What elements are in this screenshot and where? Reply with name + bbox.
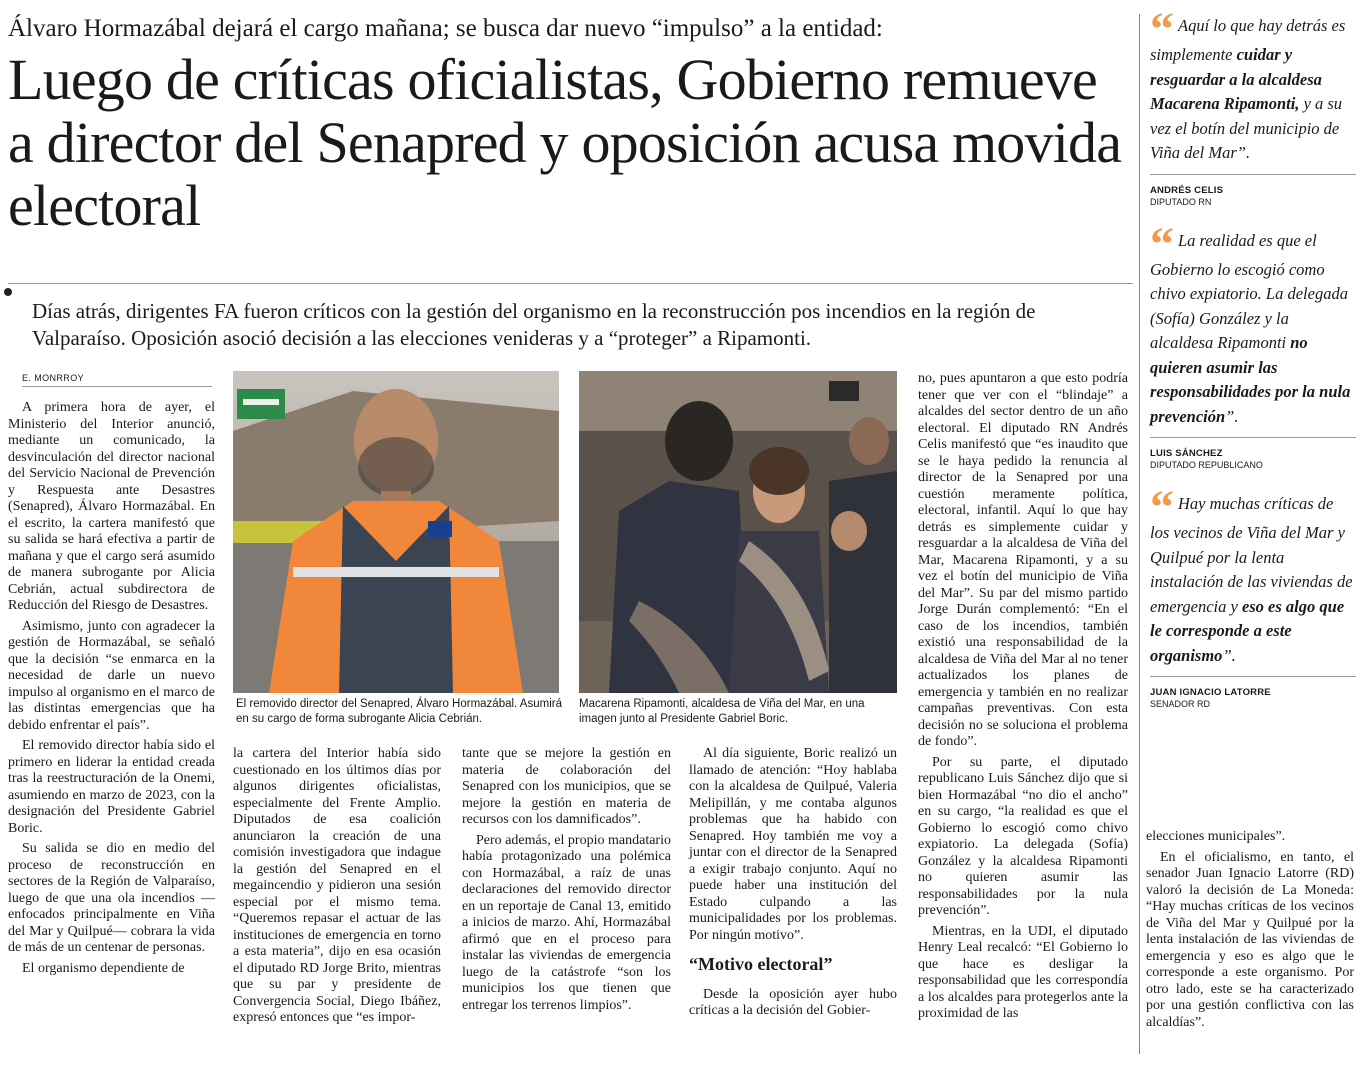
subhead-motivo-electoral: “Motivo electoral” xyxy=(689,954,833,974)
quote-text xyxy=(1150,3,1356,166)
sidebar-divider xyxy=(1139,14,1140,1054)
photo-ripamonti-boric xyxy=(579,371,897,693)
quote-text-part: y a su vez el botín del municipio de Viña del Mar”. xyxy=(1150,94,1343,162)
quote-mark-icon: “ xyxy=(1150,217,1174,271)
quote-rule xyxy=(1150,174,1356,175)
quotes-sidebar xyxy=(1150,3,1356,709)
paragraph: elecciones municipales”. xyxy=(1146,829,1286,844)
column-3 xyxy=(462,746,671,1018)
paragraph: El organismo dependiente de xyxy=(22,960,185,976)
quote-text-part: La realidad es que el Gobierno lo escogió como chivo expiatorio. La delegada (Sofía) González y la alcaldesa Ripamonti xyxy=(1150,230,1348,352)
photo-ripamonti-boric-image xyxy=(579,371,897,693)
lead-paragraph: Días atrás, dirigentes FA fueron críticos con la gestión del organismo en la reconstrucción pos incendios en la región de Valparaíso. Oposición asoció decisión a las elecciones venideras y a “proteger” a Ripamonti. xyxy=(32,299,1036,350)
quote-mark-icon: “ xyxy=(1150,481,1174,534)
column-1 xyxy=(8,400,215,981)
photo-hormazabal xyxy=(233,371,559,693)
paragraph: Desde la oposición ayer hubo críticas a la decisión del Gobier- xyxy=(689,986,897,1018)
quote-highlight: cuidar y resguardar a la alcaldesa Macarena Ripamonti, xyxy=(1150,45,1322,113)
paragraph: Por su parte, el diputado republicano Luis Sánchez dijo que si bien Hormazábal “no dio el ancho” en su cargo, “la realidad es que el Gobierno lo escogió como chivo expiatorio. La delegada (Sofía) González y la alcaldesa Ripamonti no quieren asumir las responsabilidades por la nula prevención”. xyxy=(918,754,1128,918)
paragraph: la cartera del Interior había sido cuestionado en los últimos días por algunos dirigentes oficialistas, especialmente del Frente Amplio. Diputados de esa coalición anunciaron la creación de una comisión investigadora que indague la gestión del Senapred en el megaincendio y pidieron una sesión especial por el mismo tema. “Queremos repasar el actuar de las instituciones de emergencia en torno a esta materia”, dijo en esa ocasión el diputado RD Jorge Brito, mientras que su par y presidente de Convergencia Social, Diego Ibáñez, expresó entonces que “es impor- xyxy=(233,746,441,1025)
quote-text-part: ”. xyxy=(1225,406,1239,426)
paragraph: Su salida se dio en medio del proceso de reconstrucción en sectores de la Región de Valparaíso, luego de que una ola incendios —enfocados principalmente en Viña del Mar y Quilpué— cobrara la vida de más de un centenar de personas. xyxy=(8,841,215,955)
photo-hormazabal-image xyxy=(233,371,559,693)
quote-text xyxy=(1150,217,1356,430)
paragraph: A primera hora de ayer, el Ministerio del Interior anunció, mediante un comunicado, la desvinculación del director nacional del Servicio Nacional de Prevención y Respuesta ante Desastres (Senapred), Álvaro Hormazábal. En el escrito, la cartera manifestó que su salida se hará efectiva a partir de mañana y que el cargo será asumido de manera subrogante por Alicia Cebrián, actual subdirectora de Reducción del Riesgo de Desastres. xyxy=(8,400,215,613)
quote-rule xyxy=(1150,676,1356,677)
quote-text-part: Hay muchas críticas de los vecinos de Viña del Mar y Quilpué por la lenta instalación de las viviendas de emergencia y xyxy=(1150,494,1353,616)
column-4 xyxy=(689,746,897,1024)
quote-block xyxy=(1150,481,1356,709)
quote-text-part: Aquí lo que hay detrás es simplemente xyxy=(1150,16,1346,64)
quote-mark-icon: “ xyxy=(1150,3,1174,56)
paragraph: Al día siguiente, Boric realizó un llamado de atención: “Hoy hablaba con la alcaldesa de Quilpué, Valeria Melipillán, y me contaba algunos problemas que ha habido con Senapred. Hoy también me voy a juntar con el director de la Senapred a exigir trabajo conjunto. Aquí no puede haber una institución del Estado culpando a las municipalidades por los problemas. Por ningún motivo”. xyxy=(689,746,897,943)
quote-text-part: ”. xyxy=(1222,645,1236,665)
quote-author-name: ANDRÉS CELIS xyxy=(1150,184,1224,196)
quote-highlight: eso es algo que le corresponde a este organismo xyxy=(1150,596,1345,665)
paragraph: Pero además, el propio mandatario había protagonizado una polémica con Hormazábal, a raíz de unas declaraciones del removido director en un reportaje de Canal 13, emitido a inicios de marzo. Ahí, Hormazábal afirmó que en el proceso para instalar las viviendas de emergencia luego de la catástrofe “son los municipios los que tienen que entregar los terrenos limpios”. xyxy=(462,832,671,1013)
quote-author-role: DIPUTADO RN xyxy=(1150,196,1212,207)
paragraph: no, pues apuntaron a que esto podría tener que ver con el “blindaje” a alcaldes del sector dentro de un año electoral. El diputado RN Andrés Celis manifestó que “es inaudito que se le haya pedido la renuncia al director de la Senapred por una cuestión meramente política, electoral, infantil. Aquí lo que hay detrás es simplemente cuidar y resguardar a la alcaldesa de Viña del Mar, Macarena Ripamonti, y a su vez el botín del municipio de Viña del Mar”. Su par del mismo partido Jorge Durán complementó: “En el caso de los incendios, también existió una responsabilidad de la alcaldesa de Viña del Mar al no tener actualizados los planes de emergencia y también en no realizar campañas preventivas. Con esta decisión no se soluciona el problema de fondo”. xyxy=(918,371,1128,749)
paragraph: tante que se mejore la gestión en materia de colaboración del Senapred con los municipios, que se mejore la gestión en materia de recursos con los damnificados”. xyxy=(462,746,671,827)
column-2 xyxy=(233,746,441,1031)
column-5 xyxy=(918,371,1128,1027)
headline: Luego de críticas oficialistas, Gobierno remueve a director del Senapred y oposición acusa movida electoral xyxy=(8,47,1122,238)
headline-rule xyxy=(8,283,1133,284)
quote-block xyxy=(1150,217,1356,471)
quote-author-role: DIPUTADO REPUBLICANO xyxy=(1150,460,1263,470)
quote-block xyxy=(1150,3,1356,207)
quote-rule xyxy=(1150,437,1356,438)
photo-hormazabal-caption: El removido director del Senapred, Álvaro Hormazábal. Asumirá en su cargo de forma subrogante Alicia Cebrián. xyxy=(236,698,562,725)
column-6 xyxy=(1146,829,1354,1035)
quote-author-role: SENADOR RD xyxy=(1150,699,1211,709)
lead-bullet-icon xyxy=(4,288,12,296)
photo-ripamonti-boric-caption: Macarena Ripamonti, alcaldesa de Viña del Mar, en una imagen junto al Presidente Gabriel Boric. xyxy=(579,698,865,725)
quote-highlight: no quieren asumir las responsabilidades por la nula prevención xyxy=(1150,333,1351,426)
byline: E. MONRROY xyxy=(22,373,212,387)
quote-author-name: LUIS SÁNCHEZ xyxy=(1150,448,1223,459)
quote-text xyxy=(1150,481,1356,668)
quote-author-name: JUAN IGNACIO LATORRE xyxy=(1150,687,1271,698)
paragraph: En el oficialismo, en tanto, el senador Juan Ignacio Latorre (RD) valoró la decisión de La Moneda: “Hay muchas críticas de los vecinos de Viña del Mar y Quilpué por la lenta instalación de las viviendas de emergencia y eso es algo que le corresponde a este organismo. Por otro lado, este se ha caracterizado por una gestión conflictiva con las alcaldías”. xyxy=(1146,849,1354,1030)
paragraph: Mientras, en la UDI, el diputado Henry Leal recalcó: “El Gobierno lo que hace es desligar la responsabilidad que les correspondía a los alcaldes para protegerlos ante la proximidad de las xyxy=(918,923,1128,1021)
paragraph: El removido director había sido el primero en liderar la entidad creada tras la reestructuración de la Onemi, asumiendo en marzo de 2023, con la designación del Presidente Gabriel Boric. xyxy=(8,738,215,836)
kicker: Álvaro Hormazábal dejará el cargo mañana; se busca dar nuevo “impulso” a la entidad: xyxy=(8,15,883,42)
paragraph: Asimismo, junto con agradecer la gestión de Hormazábal, se señaló que la decisión “se enmarca en la necesidad de darle un nuevo impulso al organismo en el marco de las distintas emergencias que ha debido enfrentar el país”. xyxy=(8,618,215,733)
